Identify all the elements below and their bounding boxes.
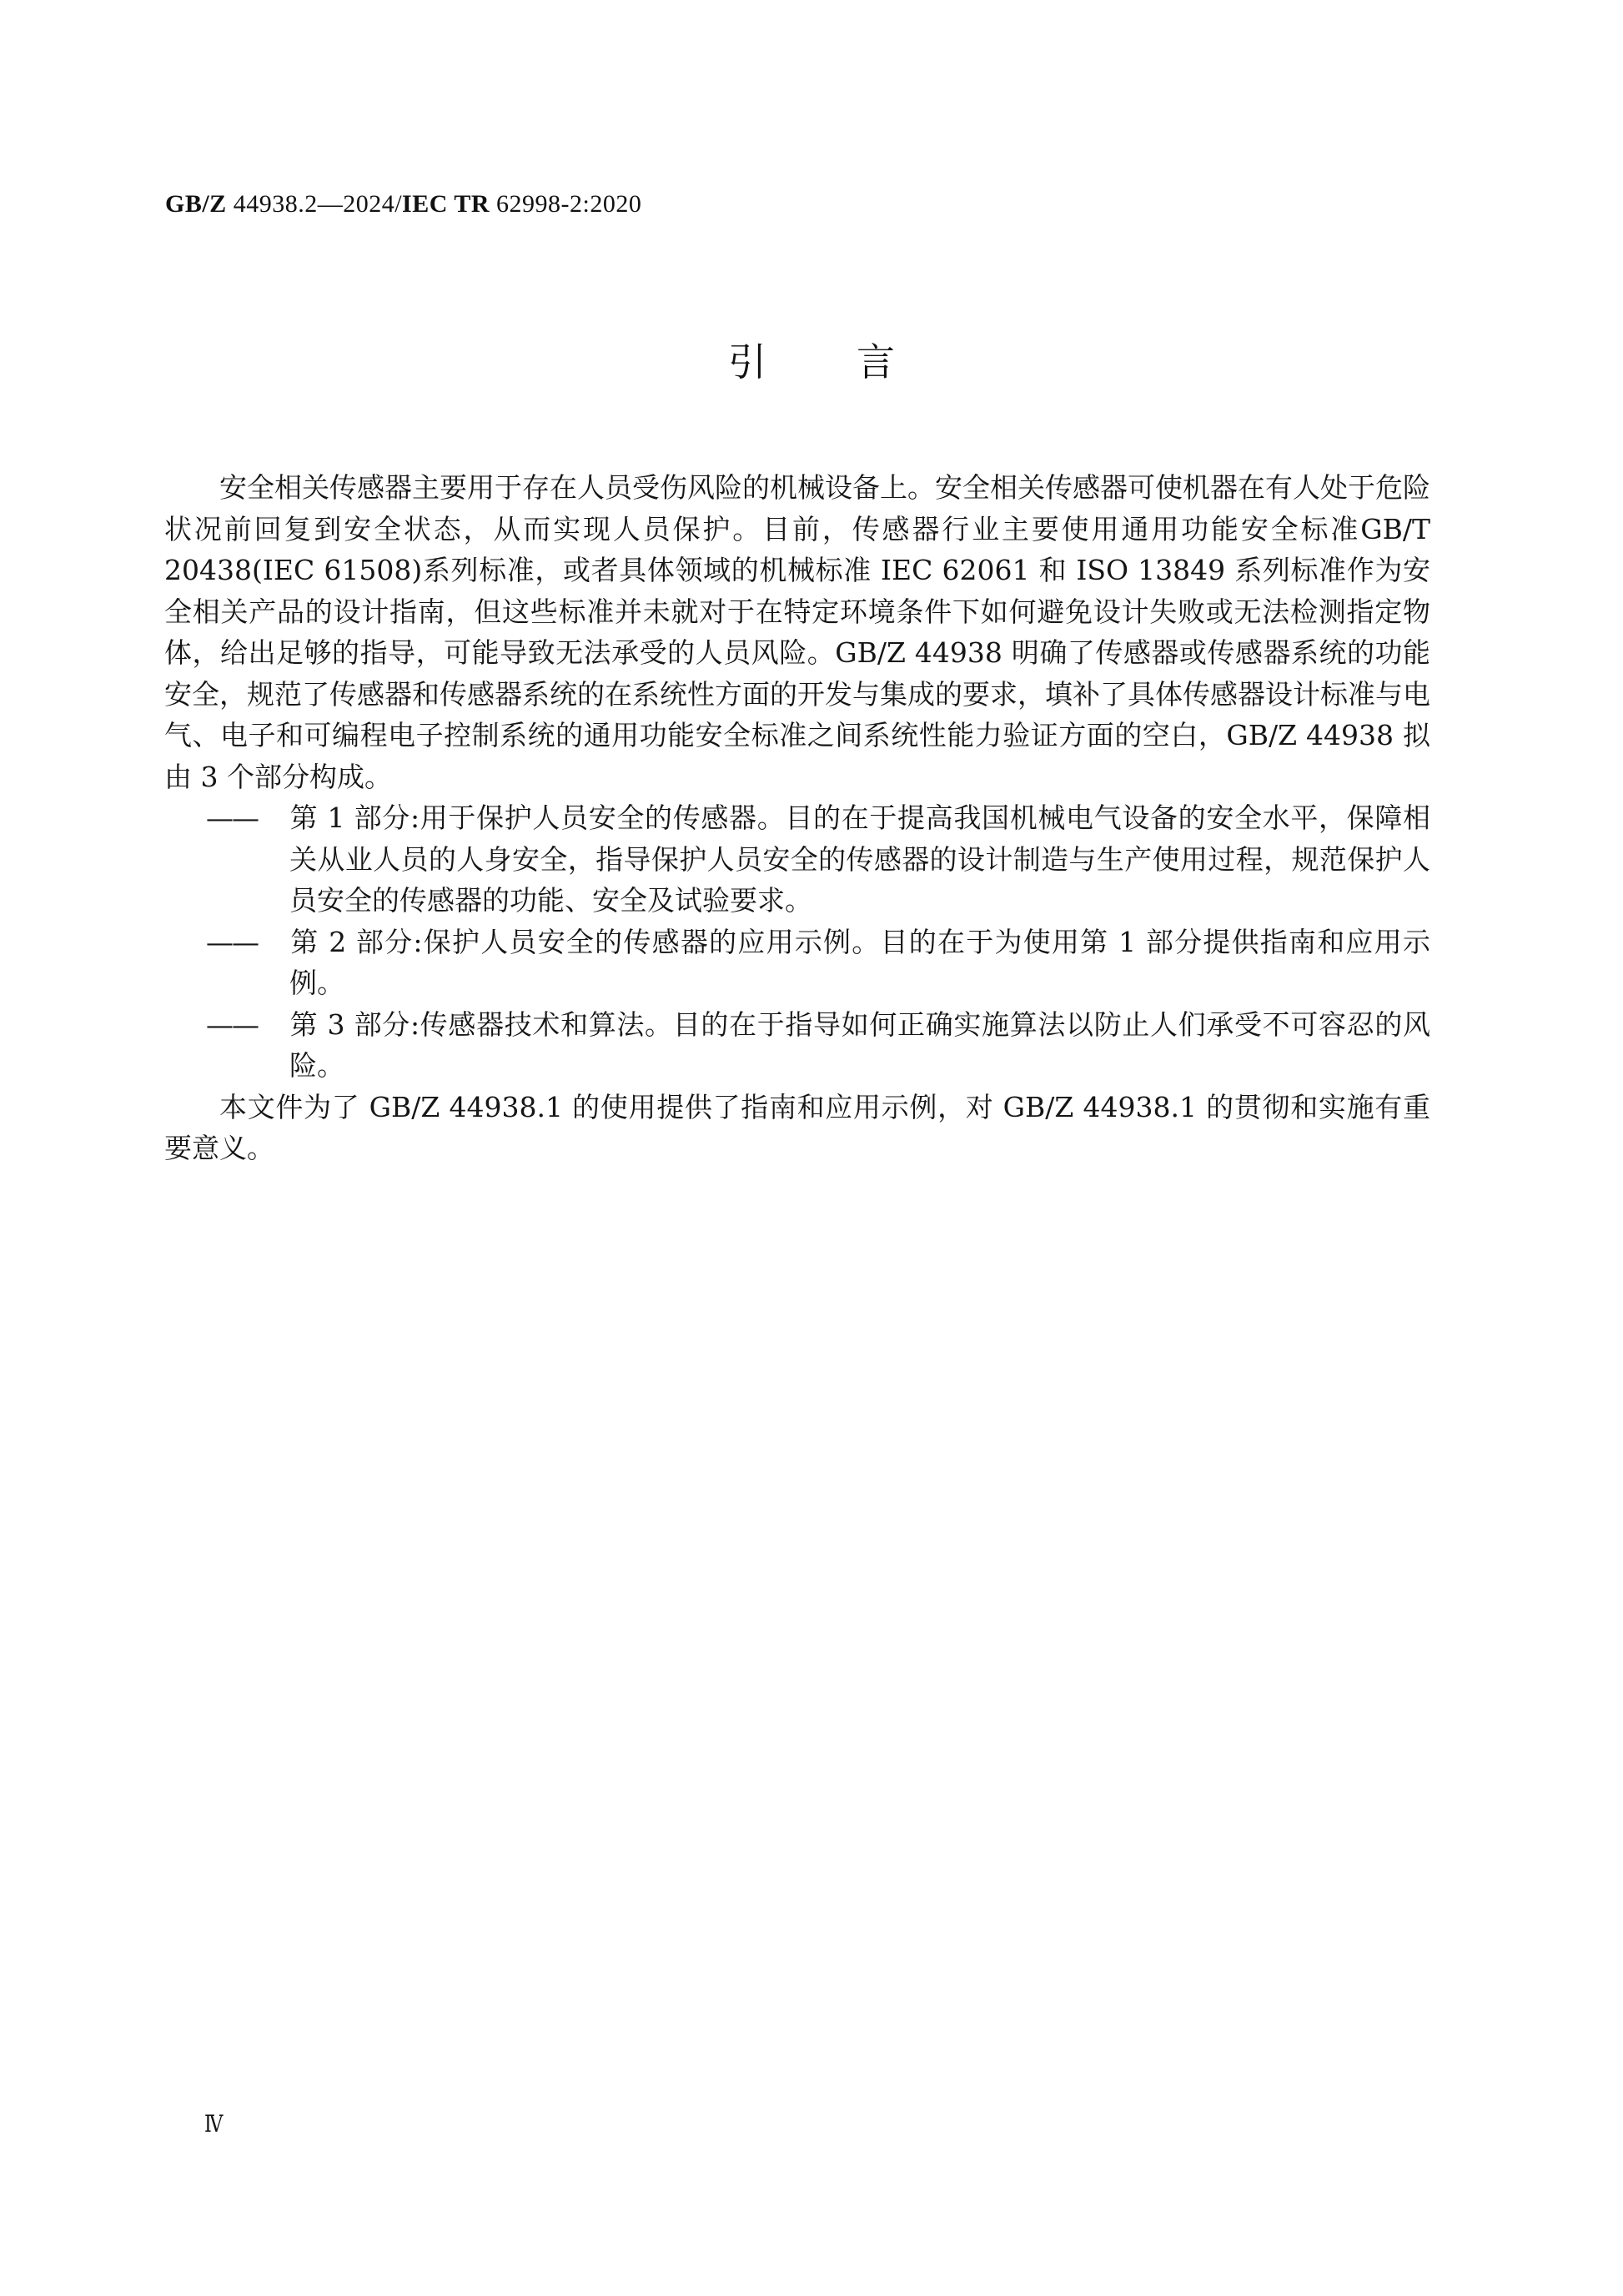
- header-designation-prefix: GB/Z: [165, 190, 227, 218]
- header-designation-number: 44938.2—2024/: [226, 190, 403, 218]
- list-item-part-1: [164, 797, 1430, 922]
- list-item-text: 第 1 部分:用于保护人员安全的传感器。目的在于提高我国机械电气设备的安全水平，保障相关从业人员的人身安全，指导保护人员安全的传感器的设计制造与生产使用过程，规范保护人员安全的传感器的功能、安全及试验要求。: [289, 801, 1430, 917]
- list-dash: ——: [206, 1007, 258, 1041]
- header-iec-prefix: IEC TR: [402, 190, 490, 218]
- title-char-2: 言: [857, 339, 895, 384]
- page-title: [0, 332, 1623, 387]
- list-dash: ——: [206, 801, 258, 834]
- introduction-body: [164, 467, 1430, 1169]
- list-item-part-3: [164, 1004, 1430, 1087]
- list-item-text: 第 2 部分:保护人员安全的传感器的应用示例。目的在于为使用第 1 部分提供指南和应用示例。: [289, 925, 1430, 999]
- list-item-part-2: [164, 922, 1430, 1004]
- page-number: Ⅳ: [204, 2112, 224, 2138]
- header-iec-number: 62998-2:2020: [490, 190, 642, 218]
- running-header: [165, 190, 641, 219]
- intro-paragraph: 安全相关传感器主要用于存在人员受伤风险的机械设备上。安全相关传感器可使机器在有人处于危险状况前回复到安全状态，从而实现人员保护。目前，传感器行业主要使用通用功能安全标准GB/T 20438(IEC 61508)系列标准，或者具体领域的机械标准 IEC 62061 和 ISO 13849 系列标准作为安全相关产品的设计指南，但这些标准并未就对于在特定环境条件下如何避免设计失败或无法检测指定物体，给出足够的指导，可能导致无法承受的人员风险。GB/Z 44938 明确了传感器或传感器系统的功能安全，规范了传感器和传感器系统的在系统性方面的开发与集成的要求，填补了具体传感器设计标准与电气、电子和可编程电子控制系统的通用功能安全标准之间系统性能力验证方面的空白，GB/Z 44938 拟由 3 个部分构成。: [164, 471, 1430, 793]
- list-item-text: 第 3 部分:传感器技术和算法。目的在于指导如何正确实施算法以防止人们承受不可容忍的风险。: [289, 1007, 1430, 1082]
- closing-paragraph: 本文件为了 GB/Z 44938.1 的使用提供了指南和应用示例，对 GB/Z 44938.1 的贯彻和实施有重要意义。: [164, 1090, 1430, 1164]
- title-char-1: 引: [728, 339, 766, 384]
- list-dash: ——: [206, 925, 258, 958]
